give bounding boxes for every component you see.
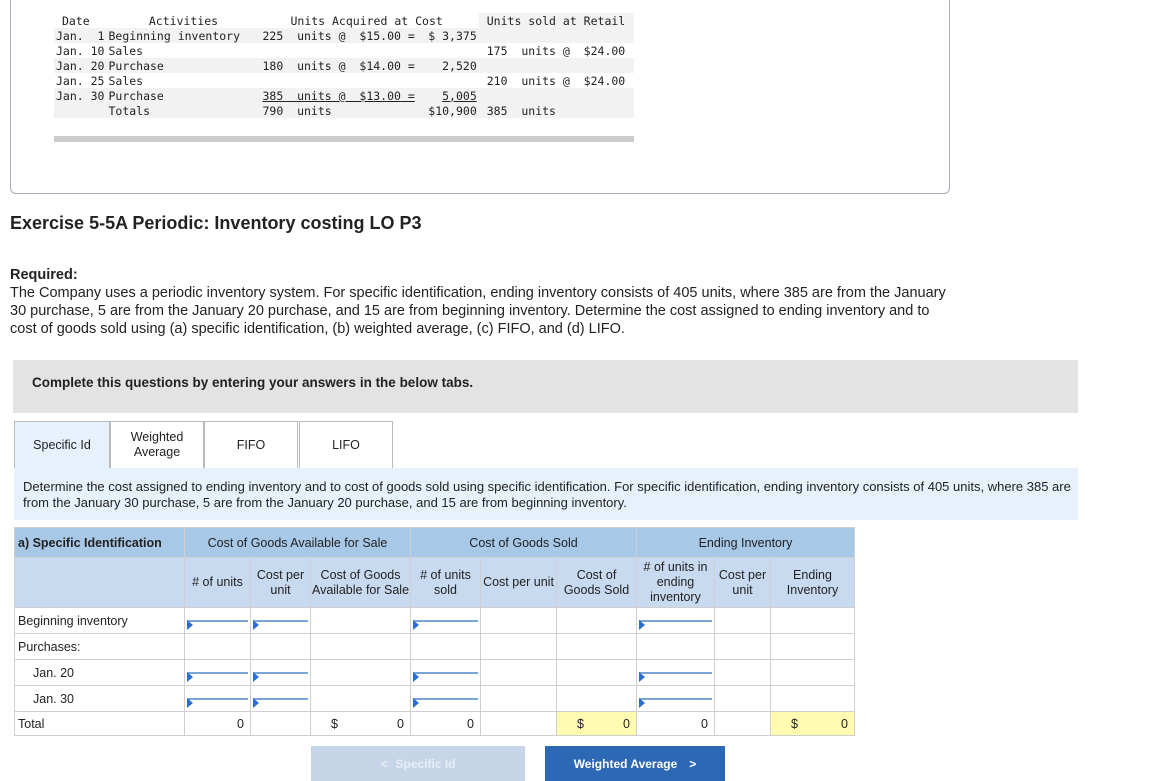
- row-date: Jan. 20: [56, 58, 105, 73]
- row-date: Jan. 30: [56, 88, 105, 103]
- totals-acquired-total: $10,900: [424, 103, 479, 118]
- cost-per-unit-input[interactable]: [253, 620, 308, 622]
- col-cost-per-unit-ending: Cost per unit: [715, 558, 771, 608]
- required-text: The Company uses a periodic inventory system. For specific identification, ending inventory consists of 405 units, where 385 are from the January 30 purchase, 5 are from the January 20 purchase, and 15 are from beginning inventory. Determine the cost assigned to ending inventory and to cost of goods sold using (a) specific identification, (b) weighted average, (c) FIFO, and (d) LIFO.: [10, 285, 946, 337]
- row-acquired-total: [424, 43, 479, 58]
- row-beginning-inventory: [15, 608, 855, 634]
- row-acquired: 385 units @ $13.00 =: [260, 88, 423, 103]
- instructions-text: Complete this questions by entering your answers in the below tabs.: [32, 375, 474, 390]
- col-cogs: Cost of Goods Sold: [557, 558, 637, 608]
- row-acquired: 225 units @ $15.00 =: [260, 28, 423, 43]
- group-cogs-header: Cost of Goods Sold: [411, 528, 637, 558]
- col-cogas: Cost of Goods Available for Sale: [311, 558, 411, 608]
- date-header: Date: [62, 13, 90, 28]
- row-label: Total: [15, 712, 185, 736]
- tab-lifo[interactable]: LIFO: [299, 421, 393, 469]
- total-units: 0: [185, 712, 251, 736]
- currency-symbol: $: [577, 716, 584, 731]
- tab-weighted-average[interactable]: Weighted Average: [110, 421, 204, 469]
- exercise-title: Exercise 5-5A Periodic: Inventory costing LO P3: [10, 213, 422, 233]
- next-tab-button[interactable]: [545, 746, 725, 781]
- tab-fifo[interactable]: FIFO: [204, 421, 298, 469]
- row-sold: [479, 58, 634, 73]
- row-label: Beginning inventory: [15, 608, 185, 634]
- row-label: Jan. 30: [15, 686, 185, 712]
- totals-acquired: 790 units: [260, 103, 423, 118]
- total-ending-inventory: 0: [841, 716, 848, 731]
- units-input[interactable]: [187, 672, 248, 674]
- instructions-banner: [13, 360, 1078, 413]
- row-jan-30: [15, 686, 855, 712]
- totals-row: [54, 103, 634, 118]
- row-activity: Sales: [108, 43, 144, 58]
- col-units-sold: # of units sold: [411, 558, 481, 608]
- tab-description-text: Determine the cost assigned to ending inventory and to cost of goods sold using specific identification. For specific identification, ending inventory consists of 405 units, where 385 are from the January 30 purchase, 5 are from the January 20 purchase, and 15 are from beginning inventory.: [23, 479, 1071, 510]
- data-row: [54, 88, 634, 103]
- row-sold: 210 units @ $24.00: [486, 73, 626, 88]
- row-activity: Beginning inventory: [106, 28, 260, 43]
- total-cogas: 0: [397, 716, 404, 731]
- total-units-ending: 0: [637, 712, 715, 736]
- data-row: [54, 73, 634, 88]
- row-jan-20: [15, 660, 855, 686]
- column-header-row: [15, 558, 855, 608]
- specific-id-table: [14, 527, 855, 736]
- table-scrollbar[interactable]: [54, 136, 634, 142]
- tab-description: [14, 468, 1078, 520]
- chevron-left-icon: <: [380, 756, 388, 771]
- row-activity: Purchase: [106, 88, 260, 103]
- row-acquired-total: $ 3,375: [424, 28, 479, 43]
- currency-symbol: $: [791, 716, 798, 731]
- inventory-data-table: [54, 13, 634, 118]
- col-units: # of units: [185, 558, 251, 608]
- units-ending-input[interactable]: [639, 672, 712, 674]
- chevron-right-icon: >: [689, 756, 697, 771]
- row-purchases: [15, 634, 855, 660]
- row-sold: [479, 28, 634, 43]
- cost-per-unit-input[interactable]: [253, 698, 308, 700]
- row-date: Jan. 25: [56, 73, 105, 88]
- sold-header: Units sold at Retail: [479, 13, 634, 28]
- cost-per-unit-input[interactable]: [253, 672, 308, 674]
- activities-header: Activities: [148, 13, 219, 28]
- group-header-row: [15, 528, 855, 558]
- group-available-header: Cost of Goods Available for Sale: [185, 528, 411, 558]
- acquired-header: Units Acquired at Cost: [290, 13, 443, 28]
- col-cost-per-unit-sold: Cost per unit: [481, 558, 557, 608]
- units-input[interactable]: [187, 698, 248, 700]
- units-ending-input[interactable]: [639, 620, 712, 622]
- required-section: [10, 266, 960, 338]
- totals-label: Totals: [106, 103, 260, 118]
- row-acquired: 180 units @ $14.00 =: [260, 58, 423, 73]
- row-acquired-total: 5,005: [424, 88, 479, 103]
- row-acquired-total: 2,520: [424, 58, 479, 73]
- col-units-ending: # of units in ending inventory: [637, 558, 715, 608]
- units-ending-input[interactable]: [639, 698, 712, 700]
- total-units-sold: 0: [411, 712, 481, 736]
- next-tab-label: Weighted Average: [573, 756, 678, 771]
- total-cogs: 0: [623, 716, 630, 731]
- row-sold: [479, 88, 634, 103]
- required-label: Required:: [10, 267, 78, 283]
- row-label: Purchases:: [15, 634, 185, 660]
- col-cost-per-unit: Cost per unit: [251, 558, 311, 608]
- group-ending-header: Ending Inventory: [637, 528, 855, 558]
- row-acquired-total: [424, 73, 479, 88]
- row-label: Jan. 20: [15, 660, 185, 686]
- units-sold-input[interactable]: [413, 698, 478, 700]
- col-ending-inventory: Ending Inventory: [771, 558, 855, 608]
- data-row: [54, 43, 634, 58]
- data-header-row: [54, 13, 634, 28]
- row-activity: Sales: [108, 73, 144, 88]
- units-sold-input[interactable]: [413, 620, 478, 622]
- row-activity: Purchase: [106, 58, 260, 73]
- currency-symbol: $: [331, 716, 338, 731]
- prev-tab-button[interactable]: [311, 746, 525, 781]
- row-sold: 175 units @ $24.00: [486, 43, 626, 58]
- row-total: [15, 712, 855, 736]
- tab-specific-id[interactable]: Specific Id: [14, 421, 110, 469]
- data-row: [54, 58, 634, 73]
- row-acquired: [260, 73, 423, 88]
- data-row: [54, 28, 634, 43]
- row-date: Jan. 10: [56, 43, 105, 58]
- row-date: Jan. 1: [56, 28, 105, 43]
- section-title: a) Specific Identification: [15, 528, 185, 558]
- units-sold-input[interactable]: [413, 672, 478, 674]
- prev-tab-label: Specific Id: [395, 756, 456, 771]
- units-input[interactable]: [187, 620, 248, 622]
- row-acquired: [260, 43, 423, 58]
- totals-sold: 385 units: [479, 103, 634, 118]
